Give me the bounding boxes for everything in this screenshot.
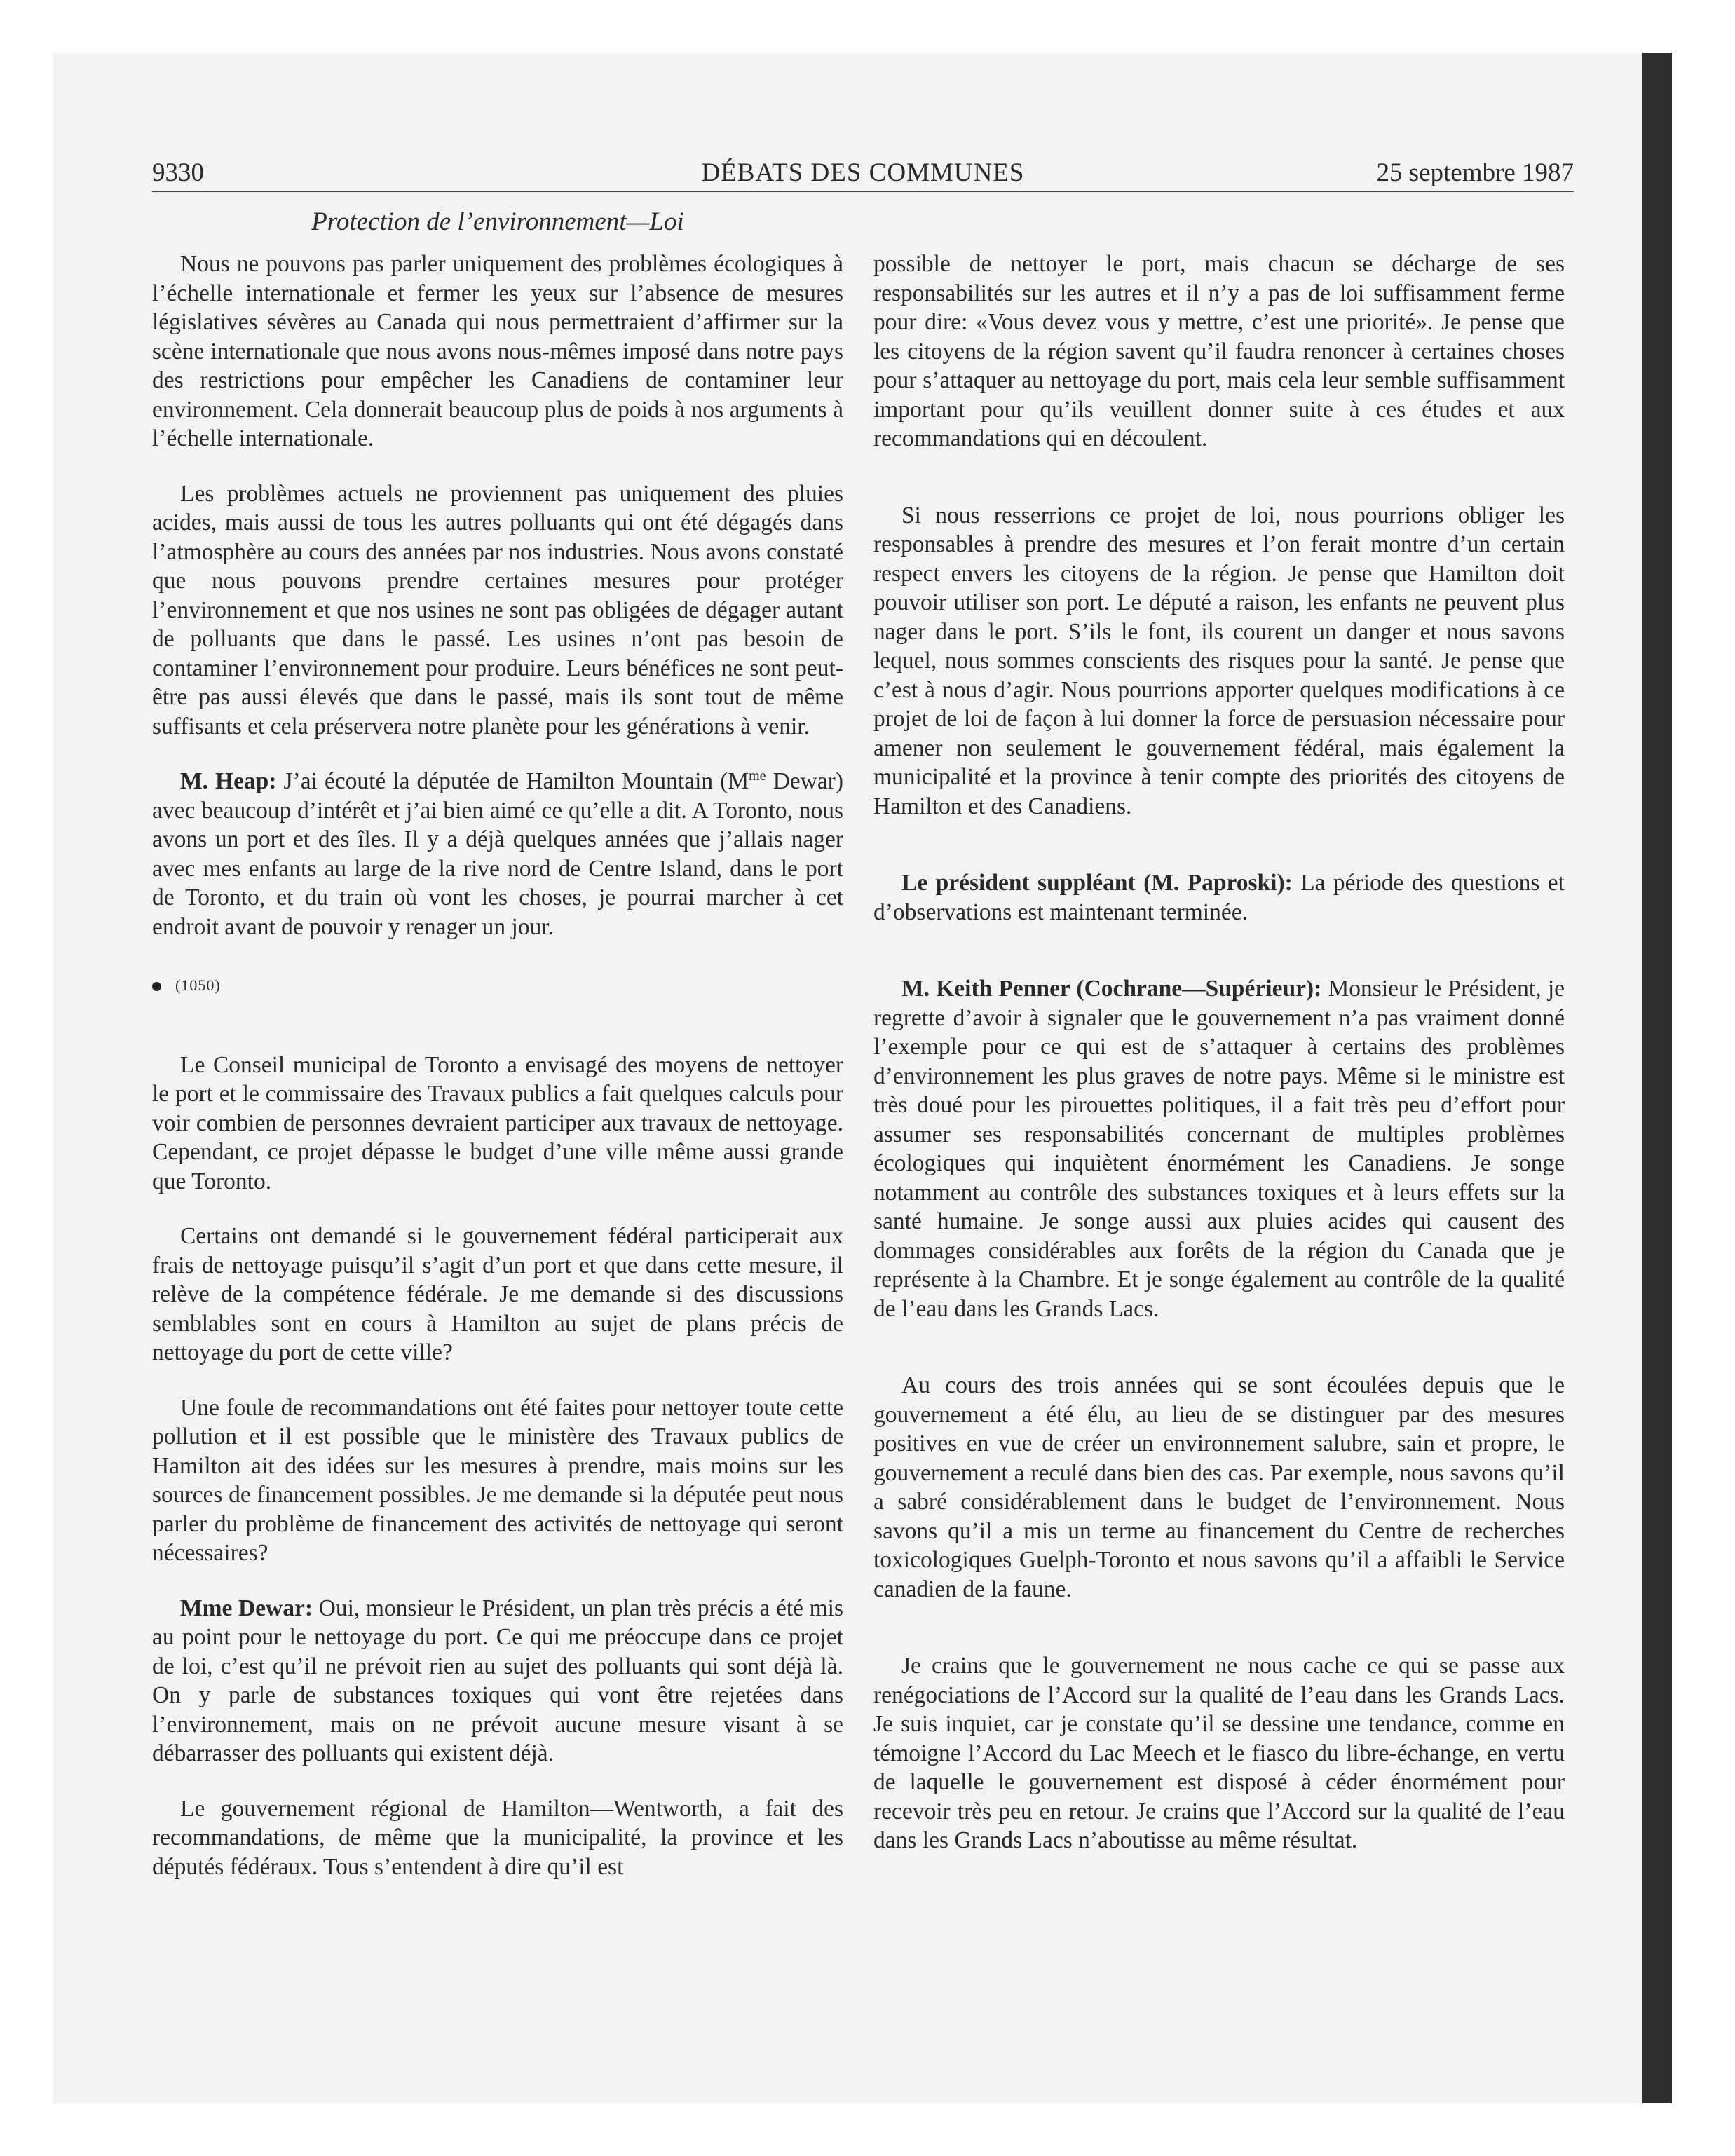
publication-date: 25 septembre 1987 [1376,158,1574,187]
bullet-icon [152,982,161,991]
paragraph: Certains ont demandé si le gouvernement fédéral participerait aux frais de nettoyage puisqu’il s’agit d’un port et que dans cette mesure, il relève de la compétence fédérale. Je me demande si des discussions semblables sont en cours à Hamilton au sujet de plans précis de nettoyage du port de cette ville? [152,1223,843,1365]
speech-text: La période des questions et d’observations est maintenant terminée. [873,870,1565,925]
speech-text: Dewar) avec beaucoup d’intérêt et j’ai bien aimé ce qu’elle a dit. A Toronto, nous avons un port et des îles. Il y a déjà quelques années que j’allais nager avec mes enfants au large de la rive nord de Centre Island, dans le port de Toronto, et du train où vont les choses, je pourrai marcher à cet endroit avant de pouvoir y renager un jour. [152,768,843,940]
paragraph: Les problèmes actuels ne proviennent pas uniquement des pluies acides, mais aussi de tous les autres polluants qui ont été dégagés dans l’atmosphère au cours des années par nos industries. Nous avons constaté que nous pouvons prendre certaines mesures pour protéger l’environnement et que nos usines ne sont pas obligées de dégager autant de polluants que dans le passé. Les usines n’ont pas besoin de contaminer l’environnement pour produire. Leurs bénéfices ne sont peut-être pas aussi élevés que dans le passé, mais ils sont tout de même suffisants et cela préservera notre planète pour les générations à venir. [152,480,843,739]
paragraph: possible de nettoyer le port, mais chacun se décharge de ses responsabilités sur les autres et il n’y a pas de loi suffisamment ferme pour dire: «Vous devez vous y mettre, c’est une priorité». Je pense que les citoyens de la région savent qu’il faudra renoncer à certaines choses pour s’attaquer au nettoyage du port, mais cela leur semble suffisamment important pour qu’ils veuillent donner suite à ces études et aux recommandations qui en découlent. [873,251,1565,451]
time-marker-text: (1050) [175,976,221,994]
paragraph: Je crains que le gouvernement ne nous cache ce qui se passe aux renégociations de l’Accord sur la qualité de l’eau dans les Grands Lacs. Je suis inquiet, car je constate qu’il se dessine une tendance, comme en témoigne l’Accord du Lac Meech et le fiasco du libre-échange, en vertu de laquelle le gouvernement est disposé à céder énormément pour recevoir très peu en retour. Je crains que l’Accord sur la qualité de l’eau dans les Grands Lacs n’aboutisse au même résultat. [873,1653,1565,1853]
right-column [873,250,1565,2044]
section-rubric: Protection de l’environnement—Loi [311,207,684,236]
superscript: me [749,767,766,784]
scan-edge-shadow [1642,53,1672,2103]
paragraph-dewar [152,1594,843,1768]
paragraph: Nous ne pouvons pas parler uniquement des problèmes écologiques à l’échelle internationale et fermer les yeux sur l’absence de mesures législatives sévères au Canada qui nous permettraient d’affirmer sur la scène internationale que nous avons nous-mêmes imposé dans notre pays des restrictions pour empêcher les Canadiens de contaminer leur environnement. Cela donnerait beaucoup plus de poids à nos arguments à l’échelle internationale. [152,251,843,451]
paragraph-penner [873,974,1565,1323]
left-column [152,250,843,2044]
speaker-name: M. Keith Penner (Cochrane—Supérieur): [901,976,1322,1002]
speaker-name: Mme Dewar: [180,1595,313,1621]
paragraph-president [873,868,1565,927]
paragraph: Le Conseil municipal de Toronto a envisagé des moyens de nettoyer le port et le commissaire des Travaux publics a fait quelques calculs pour voir combien de personnes devraient participer aux travaux de nettoyage. Cependant, ce projet dépasse le budget d’une ville même aussi grande que Toronto. [152,1051,843,1194]
speaker-name: M. Heap: [180,768,277,794]
speech-text: Oui, monsieur le Président, un plan très précis a été mis au point pour le nettoyage du port. Ce qui me préoccupe dans ce projet de loi, c’est qu’il ne prévoit rien au sujet des polluants qui sont déjà là. On y parle de substances toxiques qui vont être rejetées dans l’environnement, mais on ne prévoit aucune mesure visant à se débarrasser des polluants qui existent déjà. [152,1595,843,1766]
paragraph: Au cours des trois années qui se sont écoulées depuis que le gouvernement a été élu, au lieu de se distinguer par des mesures positives en vue de créer un environnement salubre, sain et propre, le gouvernement a reculé dans bien des cas. Par exemple, nous savons qu’il a sabré considérablement dans le budget de l’environnement. Nous savons qu’il a mis un terme au financement du Centre de recherches toxicologiques Guelph-Toronto et nous savons qu’il a affaibli le Service canadien de la faune. [873,1372,1565,1602]
speech-text: Monsieur le Président, je regrette d’avoir à signaler que le gouvernement n’a pas vraiment donné l’exemple pour ce qui est de s’attaquer à certains des problèmes d’environnement les plus graves de notre pays. Même si le ministre est très doué pour les pirouettes politiques, il a fait très peu d’effort pour assumer ses responsabilités concernant de multiples problèmes écologiques qui inquiètent énormément les Canadiens. Je songe notamment au contrôle des substances toxiques et à leurs effets sur la santé humaine. Je songe aussi aux pluies acides qui causent des dommages considérables aux forêts de la région du Canada que je représente à la Chambre. Et je songe également au contrôle de la qualité de l’eau dans les Grands Lacs. [873,976,1565,1322]
speaker-name: Le président suppléant (M. Paproski): [901,870,1293,896]
time-marker [152,971,843,1000]
paragraph-heap [152,767,843,941]
page-number: 9330 [152,158,204,187]
publication-title: DÉBATS DES COMMUNES [701,158,1025,187]
paragraph: Si nous resserrions ce projet de loi, nous pourrions obliger les responsables à prendre des mesures et l’on ferait montre d’un certain respect envers les citoyens de la région. Je pense que Hamilton doit pouvoir utiliser son port. Le député a raison, les enfants ne peuvent plus nager dans le port. S’ils le font, ils courent un danger et nous savons lequel, nous sommes conscients des risques pour la santé. Je pense que c’est à nous d’agir. Nous pourrions apporter quelques modifications à ce projet de loi de façon à lui donner la force de persuasion nécessaire pour amener non seulement le gouvernement fédéral, mais également la municipalité et la province à tenir compte des priorités des citoyens de Hamilton et des Canadiens. [873,502,1565,819]
paragraph: Le gouvernement régional de Hamilton—Wentworth, a fait des recommandations, de même que la municipalité, la province et les députés fédéraux. Tous s’entendent à dire qu’il est [152,1795,843,1880]
paragraph: Une foule de recommandations ont été faites pour nettoyer toute cette pollution et il est possible que le ministère des Travaux publics de Hamilton ait des idées sur les mesures à prendre, mais moins sur les sources de financement possibles. Je me demande si la députée peut nous parler du problème de financement des activités de nettoyage qui seront nécessaires? [152,1394,843,1566]
page-header [152,156,1574,192]
speech-text: J’ai écouté la députée de Hamilton Mountain (M [283,768,749,794]
